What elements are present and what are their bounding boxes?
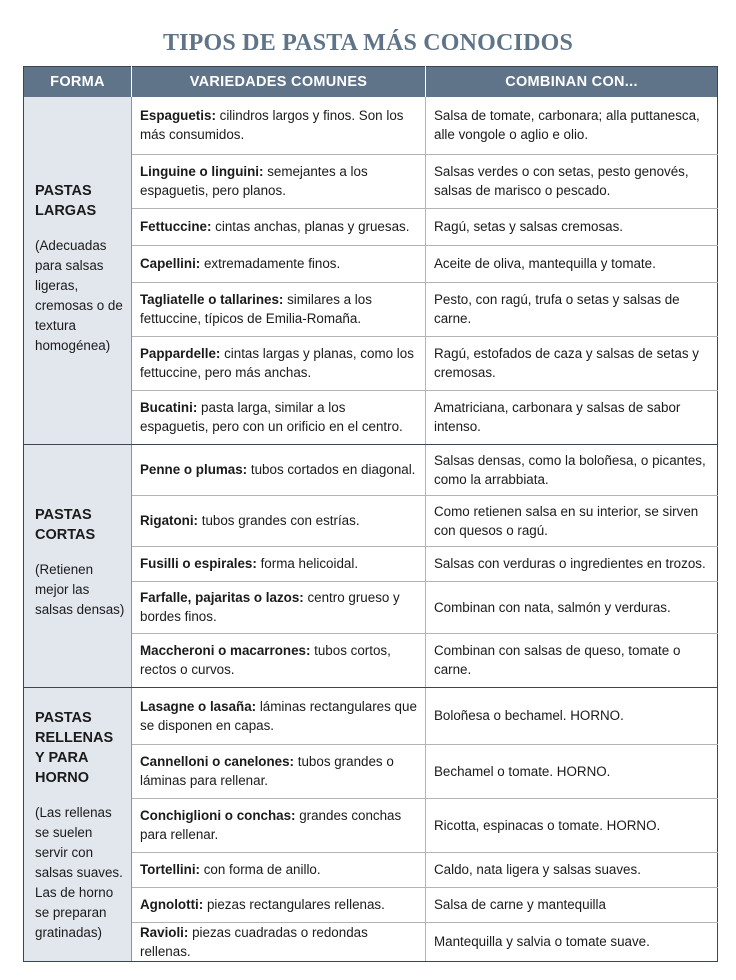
- pairing-cell: Pesto, con ragú, trufa o setas y salsas de carne.: [426, 282, 718, 336]
- header-combinan: COMBINAN CON...: [426, 67, 718, 98]
- pairing-cell: Salsa de tomate, carbonara; alla puttanesca, alle vongole o aglio e olio.: [426, 97, 718, 154]
- variety-description: cintas largas y planas, como los fettuccine, pero más anchas.: [140, 346, 414, 380]
- variety-description: con forma de anillo.: [200, 862, 321, 877]
- group-cell: [24, 97, 132, 444]
- variety-name: Espaguetis:: [140, 108, 216, 124]
- variety-cell: [132, 208, 426, 245]
- variety-cell: [132, 336, 426, 390]
- variety-description: extremadamente finos.: [200, 256, 341, 271]
- variety-description: tubos grandes o láminas para rellenar.: [140, 754, 394, 788]
- variety-description: cilindros largos y finos. Son los más consumidos.: [140, 108, 404, 143]
- variety-cell: [132, 444, 426, 495]
- variety-name: Maccheroni o macarrones:: [140, 643, 311, 658]
- variety-name: Conchiglioni o conchas:: [140, 808, 296, 823]
- table-body: [24, 97, 718, 961]
- pairing-cell: Bechamel o tomate. HORNO.: [426, 744, 718, 798]
- group-cell: [24, 444, 132, 687]
- header-forma: FORMA: [24, 67, 132, 98]
- variety-name: Cannelloni o canelones:: [140, 754, 295, 769]
- page-title: TIPOS DE PASTA MÁS CONOCIDOS: [162, 30, 574, 56]
- table-row: [24, 687, 718, 744]
- pairing-cell: Caldo, nata ligera y salsas suaves.: [426, 852, 718, 887]
- variety-cell: [132, 97, 426, 154]
- variety-cell: [132, 154, 426, 208]
- variety-name: Capellini:: [140, 256, 201, 271]
- pairing-cell: Salsas densas, como la boloñesa, o picantes, como la arrabbiata.: [426, 444, 718, 495]
- variety-cell: [132, 887, 426, 922]
- pairing-cell: Aceite de oliva, mantequilla y tomate.: [426, 245, 718, 282]
- variety-cell: [132, 852, 426, 887]
- pairing-cell: Salsas verdes o con setas, pesto genovés, salsas de marisco o pescado.: [426, 154, 718, 208]
- variety-name: Tortellini:: [140, 862, 201, 877]
- variety-cell: [132, 282, 426, 336]
- variety-description: forma helicoidal.: [256, 556, 359, 571]
- variety-cell: [132, 798, 426, 852]
- variety-description: láminas rectangulares que se disponen en capas.: [140, 698, 417, 733]
- pairing-cell: Amatriciana, carbonara y salsas de sabor intenso.: [426, 390, 718, 444]
- variety-description: tubos cortos, rectos o curvos.: [140, 643, 391, 677]
- pairing-cell: Salsas con verduras o ingredientes en trozos.: [426, 546, 718, 581]
- table-row: [24, 97, 718, 154]
- variety-description: tubos cortados en diagonal.: [247, 462, 416, 477]
- group-note: (Adecuadas para salsas ligeras, cremosas o de textura homogénea): [35, 238, 123, 353]
- group-note: (Retienen mejor las salsas densas): [35, 561, 125, 617]
- pairing-cell: Ricotta, espinacas o tomate. HORNO.: [426, 798, 718, 852]
- variety-description: grandes conchas para rellenar.: [140, 808, 402, 842]
- variety-name: Fettuccine:: [140, 219, 212, 234]
- group-name: PASTAS RELLENAS Y PARA HORNO: [35, 709, 114, 786]
- variety-cell: [132, 744, 426, 798]
- variety-cell: [132, 922, 426, 961]
- variety-name: Rigatoni:: [140, 513, 199, 528]
- header-variedades: VARIEDADES COMUNES: [132, 67, 426, 98]
- variety-description: piezas cuadradas o redondas rellenas.: [140, 924, 368, 959]
- variety-name: Farfalle, pajaritas o lazos:: [140, 590, 304, 605]
- variety-cell: [132, 390, 426, 444]
- variety-name: Bucatini:: [140, 400, 198, 415]
- pairing-cell: Como retienen salsa en su interior, se sirven con quesos o ragú.: [426, 495, 718, 546]
- variety-description: pasta larga, similar a los espaguetis, pero con un orificio en el centro.: [140, 400, 403, 434]
- pairing-cell: Boloñesa o bechamel. HORNO.: [426, 687, 718, 744]
- pasta-table: [23, 66, 718, 962]
- variety-name: Agnolotti:: [140, 897, 204, 912]
- group-note: (Las rellenas se suelen servir con salsas suaves. Las de horno se preparan gratinadas): [35, 804, 123, 940]
- pairing-cell: Combinan con salsas de queso, tomate o carne.: [426, 633, 718, 687]
- header-row: [24, 67, 718, 98]
- variety-name: Pappardelle:: [140, 346, 221, 361]
- variety-name: Fusilli o espirales:: [140, 556, 257, 571]
- variety-name: Penne o plumas:: [140, 462, 248, 477]
- pairing-cell: Ragú, setas y salsas cremosas.: [426, 208, 718, 245]
- variety-name: Linguine o linguini:: [140, 164, 264, 179]
- variety-description: cintas anchas, planas y gruesas.: [211, 219, 410, 234]
- group-name: PASTAS CORTAS: [35, 506, 96, 543]
- variety-cell: [132, 581, 426, 633]
- variety-cell: [132, 245, 426, 282]
- variety-name: Ravioli:: [140, 924, 189, 940]
- table-row: [24, 444, 718, 495]
- pairing-cell: Ragú, estofados de caza y salsas de setas y cremosas.: [426, 336, 718, 390]
- group-name: PASTAS LARGAS: [35, 183, 97, 219]
- variety-description: similares a los fettuccine, típicos de Emilia-Romaña.: [140, 292, 372, 326]
- variety-description: piezas rectangulares rellenas.: [203, 897, 385, 912]
- variety-description: tubos grandes con estrías.: [198, 513, 360, 528]
- variety-name: Tagliatelle o tallarines:: [140, 292, 284, 307]
- variety-cell: [132, 687, 426, 744]
- variety-description: centro grueso y bordes finos.: [140, 590, 400, 624]
- pairing-cell: Combinan con nata, salmón y verduras.: [426, 581, 718, 633]
- variety-name: Lasagne o lasaña:: [140, 698, 257, 714]
- variety-cell: [132, 633, 426, 687]
- pairing-cell: Salsa de carne y mantequilla: [426, 887, 718, 922]
- variety-cell: [132, 495, 426, 546]
- variety-description: semejantes a los espaguetis, pero planos.: [140, 164, 368, 198]
- group-cell: [24, 687, 132, 961]
- pairing-cell: Mantequilla y salvia o tomate suave.: [426, 922, 718, 961]
- variety-cell: [132, 546, 426, 581]
